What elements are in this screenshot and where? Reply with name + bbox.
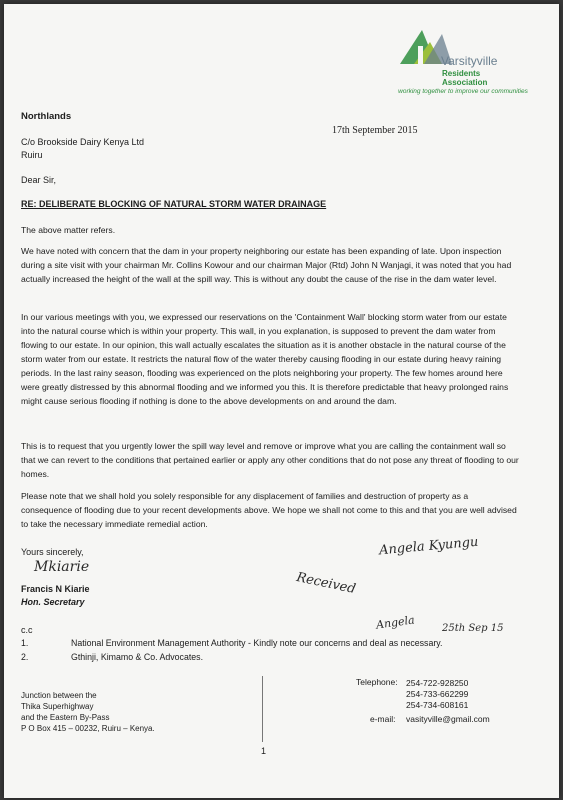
footer-address-line: Junction between the — [21, 691, 97, 700]
signatory-title: Hon. Secretary — [21, 597, 85, 607]
cc-item-text: National Environment Management Authority - Kindly note our concerns and deal as necessary. — [71, 638, 443, 648]
cc-item-number: 1. — [21, 638, 29, 648]
logo-association: Residents Association — [442, 69, 488, 87]
body-paragraph-4: This is to request that you urgently lower the spill way level and remove or improve what you are calling the containment wall so that we can revert to the conditions that pertained earlier or apply any other conditions that do not pose any threat of flooding to our homes. — [21, 441, 519, 479]
signature: Mkiarie — [34, 559, 90, 575]
handwritten-initials: Angela — [375, 613, 416, 632]
cc-item — [21, 638, 442, 648]
footer-address-line: P O Box 415 – 00232, Ruiru – Kenya. — [21, 724, 155, 733]
handwritten-received: Received — [295, 569, 357, 598]
email-label: e-mail: — [370, 714, 396, 724]
cc-label: c.c — [21, 625, 33, 635]
salutation: Dear Sir, — [21, 175, 57, 185]
cc-item — [21, 652, 203, 662]
recipient-line1: C/o Brookside Dairy Kenya Ltd — [21, 137, 145, 147]
recipient-line2: Ruiru — [21, 150, 43, 160]
body-paragraph-1: The above matter refers. — [21, 225, 116, 235]
association-logo — [396, 24, 526, 104]
logo-tagline: working together to improve our communities — [398, 88, 528, 95]
telephone-number: 254-733-662299 — [406, 689, 469, 699]
subject-line: RE: DELIBERATE BLOCKING OF NATURAL STORM WATER DRAINAGE — [21, 199, 327, 209]
letter-date: 17th September 2015 — [332, 125, 418, 136]
signatory-name: Francis N Kiarie — [21, 584, 90, 594]
cc-item-text: Gthinji, Kimamo & Co. Advocates. — [71, 652, 204, 662]
email-address: vasityville@gmail.com — [406, 714, 490, 724]
body-paragraph-5: Please note that we shall hold you solely responsible for any displacement of families and destruction of property as a consequence of flooding due to your recent developments above. We hope we shall not come to this and that you are well advised to take the necessary immediate remedial action. — [21, 491, 517, 529]
telephone-number: 254-722-928250 — [406, 678, 469, 688]
closing: Yours sincerely, — [21, 547, 84, 557]
page-number: 1 — [261, 746, 267, 756]
telephone-label: Telephone: — [356, 677, 398, 687]
letter-page — [4, 4, 559, 798]
handwritten-received-date: 25th Sep 15 — [442, 623, 504, 634]
telephone-number: 254-734-608161 — [406, 700, 469, 710]
logo-name: Varsityville — [441, 54, 498, 68]
recipient-name: Northlands — [21, 111, 72, 122]
cc-item-number: 2. — [21, 652, 29, 662]
body-paragraph-2: We have noted with concern that the dam in your property neighboring our estate has been expanding of late. Upon inspection during a site visit with your chairman Mr. Collins Kowour and our chairman Major (Rtd) John N Wanjagi, it was noted that you had actually increased the height of the wall at the spill way. This is without any doubt the cause of the rise in the dam water level. — [21, 246, 512, 284]
footer-divider — [262, 676, 263, 742]
footer-address-line: and the Eastern By-Pass — [21, 713, 110, 722]
body-paragraph-3: In our various meetings with you, we expressed our reservations on the 'Containment Wall' blocking storm water from our estate into the natural course which is within your property. This wall, in you explanation, is supposed to prevent the dam water from flowing to our estate. In our opinion, this wall actually escalates the situation as it is another obstacle in the natural course of the storm water from our estate. It restricts the natural flow of the water thereby causing flooding in our estate during heavy raining periods. In the last rainy season, flooding was experienced on the plots neighboring your property. The few homes around here were greatly distressed by this abnormal flooding and we informed you this. It is therefore predictable that heavy prolonged rains might cause serious flooding if nothing is done to the above developments on and around the dam. — [21, 312, 509, 406]
footer-address-line: Thika Superhighway — [21, 702, 94, 711]
handwritten-name: Angela Kyungu — [378, 534, 479, 559]
